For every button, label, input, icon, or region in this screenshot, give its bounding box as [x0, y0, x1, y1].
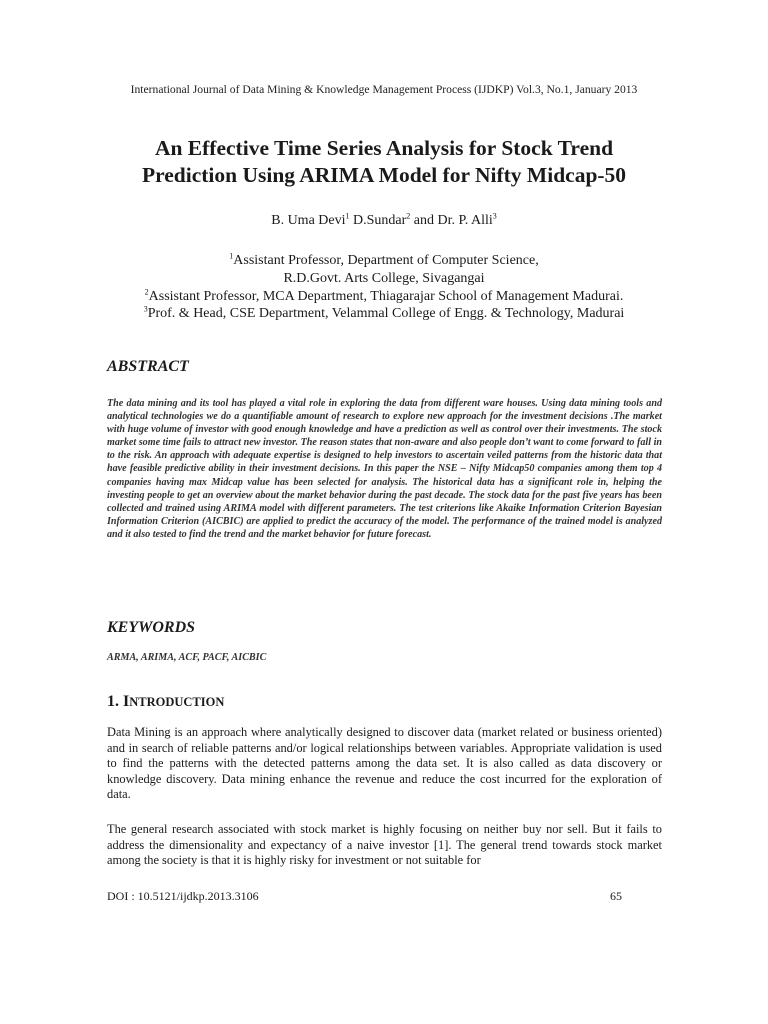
heading-initial: I	[119, 693, 130, 710]
title-line-1: An Effective Time Series Analysis for Stock Trend	[154, 136, 614, 160]
affiliation-text: Prof. & Head, CSE Department, Velammal College of Engg. & Technology, Madurai	[147, 306, 625, 321]
author-1-sup: 1	[345, 211, 350, 221]
author-2-sup: 2	[406, 211, 411, 221]
page-number: 65	[610, 889, 622, 903]
author-1: B. Uma Devi	[271, 213, 346, 228]
section-number: 1.	[107, 693, 119, 710]
intro-paragraph-1: Data Mining is an approach where analytically designed to discover data (market related or business oriented) and in search of reliable patterns and/or logical relationships between variables. Appropriate validation is used to find the patterns with the detected patterns among the data set. It is also called as data discovery or knowledge discovery. Data mining enhance the revenue and reduce the cost incurred for the exploration of data.	[107, 725, 662, 802]
abstract-heading: ABSTRACT	[107, 358, 189, 375]
affiliation-sup: 3	[143, 304, 148, 314]
intro-paragraph-2: The general research associated with stock market is highly focusing on neither buy nor sell. But it fails to address the dimensionality and expectancy of a naive investor [1]. The general trend towards stock market among the society is that it is highly risky for investment or not suitable for	[107, 822, 662, 868]
author-3-sup: 3	[492, 211, 497, 221]
author-list	[0, 213, 768, 229]
heading-rest: NTRODUCTION	[129, 695, 225, 709]
affiliation-2	[0, 271, 768, 287]
affiliation-sup: 1	[229, 251, 234, 261]
affiliation-sup: 2	[144, 287, 149, 297]
running-header: International Journal of Data Mining & Knowledge Management Process (IJDKP) Vol.3, No.1, January 2013	[130, 83, 638, 96]
introduction-heading	[107, 693, 224, 711]
affiliation-text: Assistant Professor, Department of Computer Science,	[233, 253, 539, 268]
keywords-heading: KEYWORDS	[107, 619, 196, 636]
abstract-body: The data mining and its tool has played a vital role in exploring the data from different ware houses. Using data mining tools and analytical technologies we do a quantifiable amount of research to explore new approach for the investment decisions .The market with huge volume of investor with good enough knowledge and have a prediction as well as control over their investments. The stock market some time fails to attract new investor. The reason states that non-aware and also people don’t want to come forward to fall in to the risk. An approach with adequate expertise is designed to help investors to ascertain veiled patterns from the historic data that have feasible predictive ability in their investment decisions. In this paper the NSE – Nifty Midcap50 companies among them top 4 companies having max Midcap value has been selected for analysis. The historical data has a significant role in, helping the investing people to get an overview about the market behavior during the past decade. The stock data for the past five years has been collected and trained using ARIMA model with different parameters. The test criterions like Akaike Information Criterion Bayesian Information Criterion (AICBIC) are applied to predict the accuracy of the model. The performance of the trained model is analyzed and it also tested to find the trend and the market behavior for future forecast.	[107, 398, 662, 540]
author-2: D.Sundar	[349, 213, 407, 228]
affiliation-text: R.D.Govt. Arts College, Sivagangai	[283, 271, 485, 286]
footer-doi: DOI : 10.5121/ijdkp.2013.3106	[107, 889, 259, 903]
paper-title	[60, 135, 708, 189]
affiliation-text: Assistant Professor, MCA Department, Thiagarajar School of Management Madurai.	[148, 289, 624, 304]
keywords-body: ARMA, ARIMA, ACF, PACF, AICBIC	[107, 652, 267, 663]
affiliation-4	[0, 306, 768, 322]
affiliation-1	[0, 253, 768, 269]
affiliation-3	[0, 289, 768, 305]
author-3: and Dr. P. Alli	[410, 213, 493, 228]
title-line-2: Prediction Using ARIMA Model for Nifty Midcap-50	[141, 163, 627, 187]
